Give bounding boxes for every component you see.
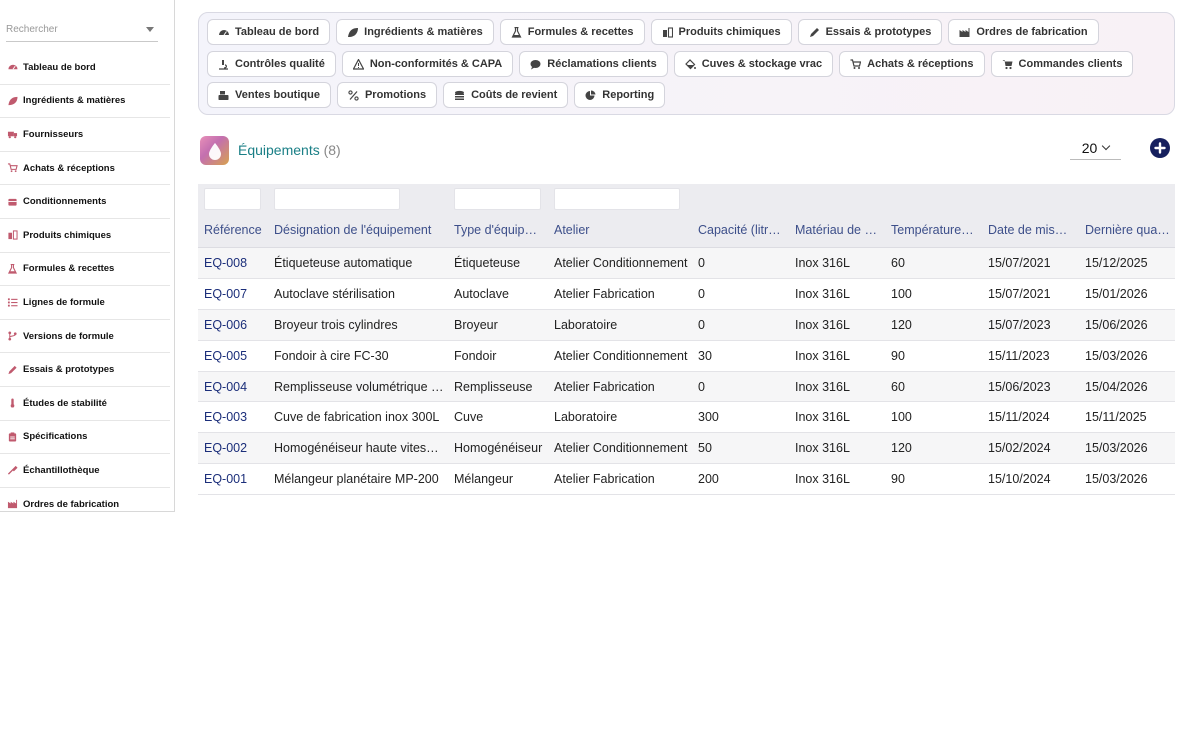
nav-button-label: Coûts de revient [471,89,558,101]
nav-button-label: Cuves & stockage vrac [701,58,823,70]
sidebar-item[interactable] [0,85,170,119]
table-cell: Mélangeur planétaire MP-200 [274,472,439,487]
table-cell: Atelier Fabrication [554,286,655,301]
nav-button-label: Ordres de fabrication [976,26,1088,38]
reference-link[interactable]: EQ-007 [204,286,248,301]
nav-button-label: Promotions [364,89,427,101]
sidebar-item-label: Conditionnements [23,196,107,208]
table-cell: Broyeur [454,317,498,332]
factory-icon [959,27,970,38]
nav-button-label: Reporting [602,89,655,101]
table-cell: Laboratoire [554,410,618,425]
table-cell: Inox 316L [795,286,850,301]
chemical-icon [662,27,673,38]
table-cell: 120 [891,441,912,456]
sidebar-item[interactable] [0,488,170,512]
factory-icon [7,499,18,509]
table-cell: 15/10/2024 [988,472,1051,487]
equipment-table [198,184,1175,495]
leaf-icon [347,27,358,38]
nav-button-label: Formules & recettes [527,26,634,38]
pen-icon [809,27,820,38]
table-cell: Autoclave [454,286,509,301]
chemical-icon [7,230,18,240]
table-row[interactable] [198,310,1175,341]
filter-input-reference[interactable] [204,188,261,210]
nav-button-label: Essais & prototypes [825,26,932,38]
table-cell: Cuve [454,410,484,425]
sidebar-item[interactable] [0,454,170,488]
table-cell: Cuve de fabrication inox 300L [274,410,440,425]
sidebar-item-label: Formules & recettes [23,263,115,275]
module-nav-row [207,82,665,108]
truck-icon [7,129,18,139]
table-cell: Inox 316L [795,256,850,270]
sidebar-item-label: Versions de formule [23,330,114,342]
column-header[interactable]: Température… [891,223,974,237]
filter-input-designation[interactable] [274,188,400,210]
table-cell: Homogénéiseur haute vites… [274,441,439,456]
table-cell: Fondoir à cire FC-30 [274,348,389,363]
flask-icon [511,27,522,38]
nav-button-label: Ventes boutique [235,89,320,101]
reference-link[interactable]: EQ-008 [204,256,248,270]
comment-icon [530,59,541,70]
table-cell: 0 [698,317,705,332]
table-row[interactable] [198,372,1175,403]
sidebar-item[interactable] [0,253,170,287]
column-header[interactable]: Type d'équip… [454,223,537,237]
filter-input-type[interactable] [454,188,541,210]
nav-button[interactable] [443,82,568,108]
table-cell: 300 [698,410,719,425]
nav-button-label: Réclamations clients [547,58,657,70]
table-cell: 60 [891,256,905,270]
column-header[interactable]: Référence [204,223,262,237]
nav-button[interactable] [519,51,667,77]
cart-icon [6,163,18,173]
nav-button-label: Tableau de bord [235,26,320,38]
nav-button-label: Commandes clients [1018,58,1123,70]
table-body [198,248,1175,495]
reference-link[interactable]: EQ-001 [204,472,248,487]
chevron-down-icon [146,27,154,32]
table-row[interactable] [198,279,1175,310]
sidebar-item-label: Ingrédients & matières [23,95,126,107]
table-row[interactable] [198,341,1175,372]
leaf-icon [7,96,18,106]
record-count: (8) [323,142,341,158]
table-cell: 30 [698,348,712,363]
table-cell: 15/07/2021 [988,286,1051,301]
filter-input-atelier[interactable] [554,188,680,210]
table-cell: Atelier Fabrication [554,472,655,487]
table-cell: Inox 316L [795,317,850,332]
reference-link[interactable]: EQ-005 [204,348,248,363]
table-cell: Laboratoire [554,317,618,332]
table-cell: Atelier Conditionnement [554,348,688,363]
table-cell: Fondoir [454,348,497,363]
flask-icon [7,264,18,274]
warning-icon [353,59,364,70]
table-cell: Remplisseuse [454,379,533,394]
flask-icon [6,264,18,274]
table-cell: Inox 316L [795,379,850,394]
cart-icon [7,163,18,173]
box-icon [7,197,18,207]
page-title [238,142,341,158]
pipette-icon [7,465,18,475]
reference-link[interactable]: EQ-004 [204,379,248,394]
table-cell: 15/12/2025 [1085,256,1148,270]
sidebar-item-label: Produits chimiques [23,229,112,241]
nav-button-label: Contrôles qualité [235,58,325,70]
sidebar-item-label: Tableau de bord [23,61,96,73]
shopping-cart-icon [1002,59,1013,70]
page-header [200,136,1175,166]
table-cell: 15/04/2026 [1085,379,1148,394]
table-cell: Mélangeur [454,472,514,487]
table-cell: Inox 316L [795,441,850,456]
table-cell: 15/06/2023 [988,379,1051,394]
sidebar-item-label: Échantillothèque [23,464,100,476]
sidebar-item-label: Achats & réceptions [23,162,115,174]
pen-icon [7,365,18,375]
thermometer-icon [6,398,18,408]
clipboard-icon [7,432,18,442]
leaf-icon [6,96,18,106]
table-row[interactable] [198,402,1175,433]
nav-button[interactable] [651,19,792,45]
paint-bucket-icon [685,59,696,70]
table-cell: Atelier Fabrication [554,379,655,394]
reference-link[interactable]: EQ-002 [204,441,248,456]
nav-button[interactable] [948,19,1098,45]
nav-button[interactable] [674,51,833,77]
thermometer-icon [7,398,18,408]
factory-icon [6,499,18,509]
column-header[interactable]: Atelier [554,223,590,237]
percent-icon [348,90,359,101]
column-header[interactable]: Capacité (litr… [698,223,781,237]
column-header[interactable]: Date de mis… [988,223,1068,237]
reference-link[interactable]: EQ-003 [204,410,248,425]
table-cell: Étiqueteuse [454,256,521,270]
truck-icon [6,129,18,139]
table-cell: Atelier Conditionnement [554,441,688,456]
table-cell: 100 [891,286,912,301]
sidebar-item-label: Ordres de fabrication [23,498,120,510]
table-cell: Remplisseuse volumétrique … [274,379,444,394]
nav-button[interactable] [991,51,1134,77]
pie-chart-icon [585,90,596,101]
sidebar-search-placeholder: Rechercher [6,24,58,35]
table-cell: Autoclave stérilisation [274,286,395,301]
nav-button-label: Produits chimiques [678,26,781,38]
sidebar-item[interactable] [0,353,170,387]
sidebar-item-label: Spécifications [23,431,88,443]
chevron-down-icon [1102,142,1110,150]
column-header[interactable]: Matériau de … [795,223,877,237]
sidebar-item-label: Études de stabilité [23,397,107,409]
table-cell: Atelier Conditionnement [554,256,688,270]
sidebar-item[interactable] [0,51,170,85]
table-cell: 50 [698,441,712,456]
nav-button[interactable] [207,82,331,108]
nav-button-label: Non-conformités & CAPA [369,58,503,70]
nav-button[interactable] [207,51,336,77]
add-record-button[interactable] [1150,138,1170,158]
table-cell: 0 [698,379,705,394]
list-icon [7,297,18,307]
nav-button[interactable] [342,51,513,77]
table-cell: 15/07/2021 [988,256,1051,270]
table-cell: 15/11/2024 [988,410,1050,425]
box-icon [6,197,18,207]
reference-link[interactable]: EQ-006 [204,317,248,332]
table-cell: 15/07/2023 [988,317,1051,332]
branch-icon [6,331,18,341]
nav-button[interactable] [336,19,494,45]
table-cell: 15/03/2026 [1085,348,1148,363]
table-cell: 15/11/2025 [1085,410,1147,425]
table-cell: Broyeur trois cylindres [274,317,398,332]
sidebar-item[interactable] [0,152,170,186]
table-cell: Inox 316L [795,348,850,363]
nav-button[interactable] [574,82,665,108]
nav-button[interactable] [839,51,984,77]
table-cell: 15/01/2026 [1085,286,1148,301]
table-cell: 15/03/2026 [1085,472,1148,487]
page-size-select[interactable] [1070,136,1121,160]
nav-button[interactable] [337,82,437,108]
sidebar-item-label: Essais & prototypes [23,364,115,376]
table-header [198,216,1175,248]
sidebar-item-label: Fournisseurs [23,128,84,140]
table-cell: 200 [698,472,719,487]
nav-button-label: Achats & réceptions [867,58,974,70]
microscope-icon [218,59,229,70]
column-header[interactable]: Dernière qua… [1085,223,1170,237]
sidebar-item[interactable] [0,320,170,354]
table-cell: 60 [891,379,905,394]
page-title-text: Équipements [238,142,320,158]
column-header[interactable]: Désignation de l'équipement [274,223,432,237]
table-cell: 15/03/2026 [1085,441,1148,456]
nav-button[interactable] [207,19,330,45]
sidebar [0,0,175,512]
nav-button[interactable] [798,19,943,45]
sidebar-item-label: Lignes de formule [23,296,105,308]
nav-button[interactable] [500,19,645,45]
table-cell: 0 [698,286,705,301]
table-cell: 15/02/2024 [988,441,1051,456]
table-cell: Homogénéiseur [454,441,543,456]
dashboard-icon [7,62,18,72]
pipette-icon [6,465,18,475]
filter-row [198,184,1175,216]
table-cell: Inox 316L [795,410,850,425]
pen-icon [6,365,18,375]
module-nav-row [207,51,1133,77]
module-nav-panel [198,12,1175,115]
sidebar-item[interactable] [0,421,170,455]
sidebar-search-select[interactable] [6,18,158,42]
table-cell: 90 [891,348,905,363]
table-cell: Inox 316L [795,472,850,487]
coins-icon [454,90,465,101]
dashboard-icon [218,27,229,38]
table-cell: 100 [891,410,912,425]
module-nav-row [207,19,1099,45]
sidebar-item[interactable] [0,219,170,253]
droplet-icon [200,136,229,165]
cart-icon [850,59,861,70]
table-cell: 15/06/2026 [1085,317,1148,332]
clipboard-icon [6,432,18,442]
table-cell: 0 [698,256,705,270]
nav-button-label: Ingrédients & matières [364,26,483,38]
cash-register-icon [218,90,229,101]
sidebar-menu [0,51,170,512]
table-cell: 120 [891,317,912,332]
sidebar-item[interactable] [0,387,170,421]
table-row[interactable] [198,464,1175,495]
page-size-value: 20 [1081,139,1098,156]
dashboard-icon [6,62,18,72]
plus-icon [1154,142,1166,154]
sidebar-item[interactable] [0,185,170,219]
table-cell: Étiqueteuse automatique [274,256,413,270]
sidebar-item[interactable] [0,286,170,320]
table-row[interactable] [198,248,1175,279]
table-cell: 90 [891,472,905,487]
table-cell: 15/11/2023 [988,348,1050,363]
table-row[interactable] [198,433,1175,464]
sidebar-item[interactable] [0,118,170,152]
chemical-icon [6,230,18,240]
list-icon [6,297,18,307]
branch-icon [7,331,18,341]
